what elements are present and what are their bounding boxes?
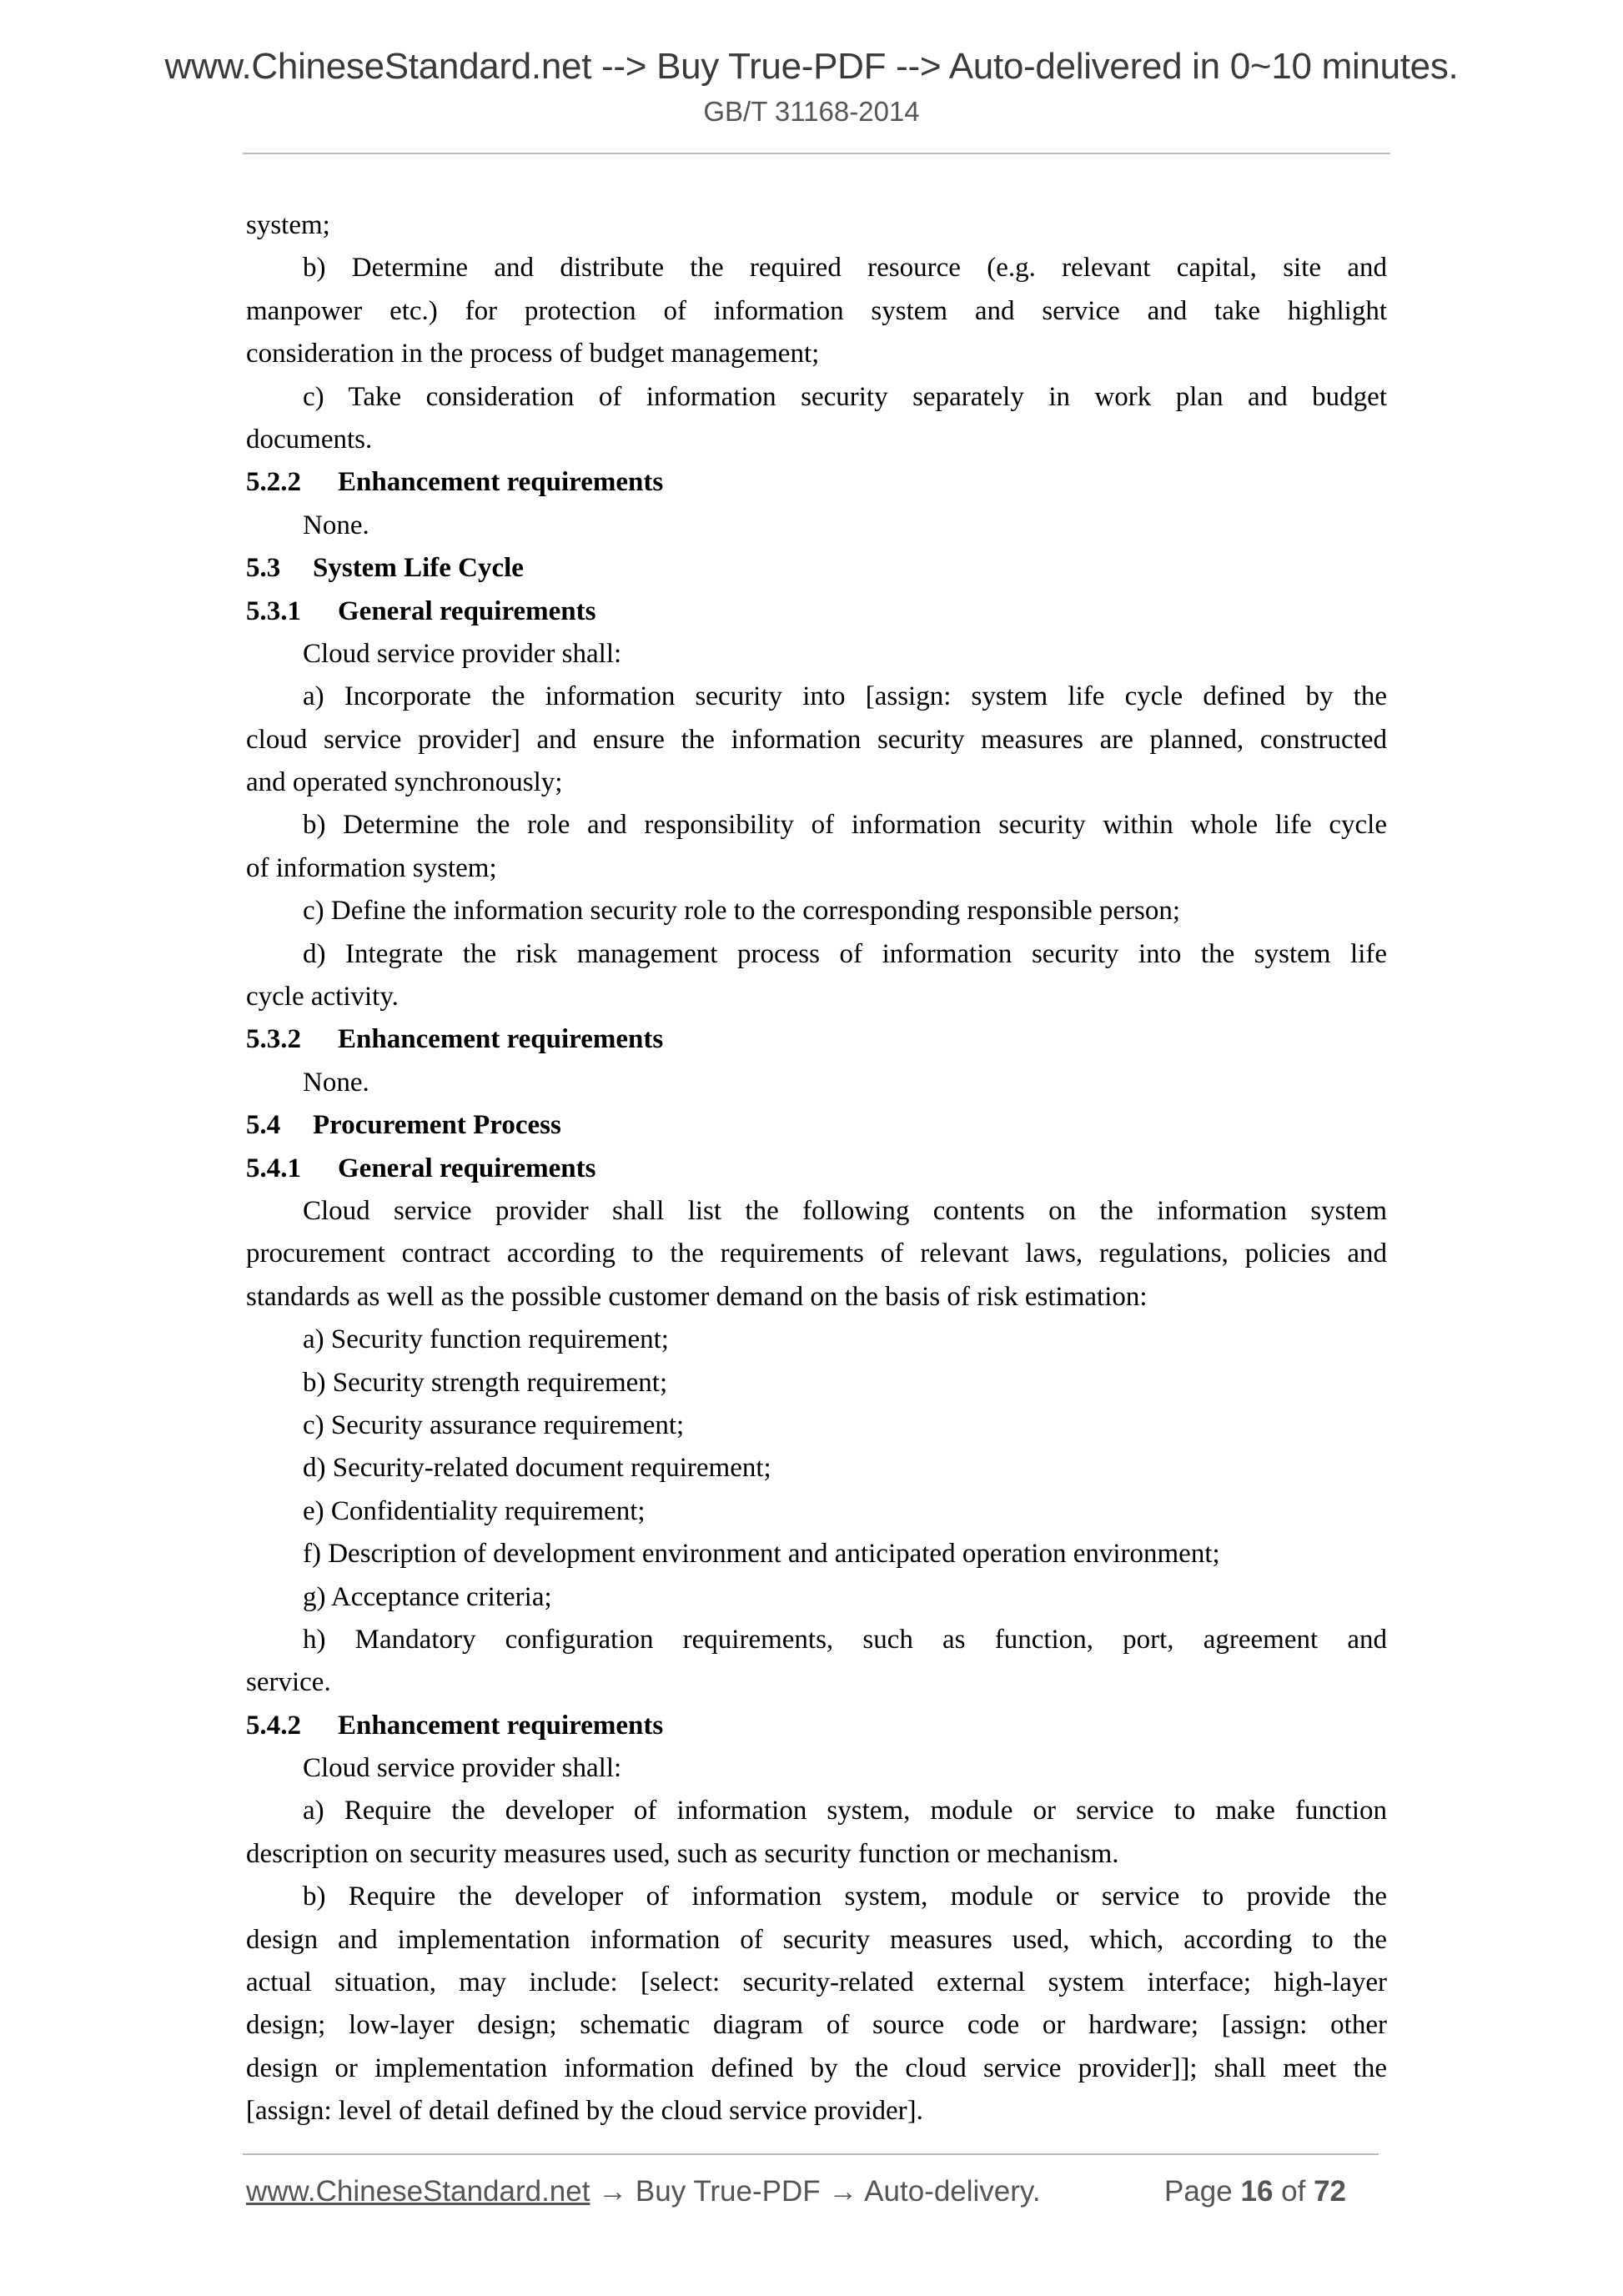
text-line: b) Determine and distribute the required resource (e.g. relevant capital, site and [303,253,1387,284]
text-line: h) Mandatory configuration requirements, such as function, port, agreement and [303,1624,1387,1655]
subsection-heading [246,1018,1387,1061]
heading-number: 5.4.1 [246,1153,301,1183]
text-line: b) Security strength requirement; [303,1367,668,1398]
heading-text: Enhancement requirements [338,467,664,498]
of-label: of [1281,2175,1306,2208]
page-total: 72 [1314,2175,1347,2208]
text-line: c) Security assurance requirement; [303,1409,685,1440]
text-line: description on security measures used, such as security function or mechanism. [246,1838,1119,1869]
text-line: e) Confidentiality requirement; [303,1495,646,1526]
text-line: g) Acceptance criteria; [303,1581,552,1612]
section-heading [246,1104,1387,1147]
heading-number: 5.2.2 [246,467,301,498]
subsection-heading [246,590,1387,633]
text-line: Cloud service provider shall: [303,1753,622,1784]
subsection-heading [246,1148,1387,1190]
text-line: c) Define the information security role to the corresponding responsible person; [303,896,1181,927]
heading-number: 5.4.2 [246,1710,301,1741]
page-label: Page [1164,2175,1233,2208]
text-line: f) Description of development environment and anticipated operation environment; [303,1539,1220,1570]
heading-number: 5.3.2 [246,1024,301,1055]
text-line: a) Incorporate the information security into [assign: system life cycle defined by the [303,681,1387,712]
page-number: 16 [1240,2175,1274,2208]
text-line: cycle activity. [246,982,399,1012]
heading-text: System Life Cycle [313,553,524,584]
text-line: None. [303,510,369,540]
page-indicator [1164,2175,1346,2208]
footer-tagline: → Buy True-PDF → Auto-delivery. [590,2175,1041,2208]
text-line: design; low-layer design; schematic diagram of source code or hardware; [assign: other [246,2010,1387,2041]
heading-text: Procurement Process [313,1110,561,1141]
text-line: a) Require the developer of information system, module or service to make function [303,1796,1387,1826]
header-title: www.ChineseStandard.net --> Buy True-PDF --> Auto-delivered in 0~10 minutes. [164,46,1459,87]
footer-divider [243,2153,1379,2155]
text-line: c) Take consideration of information security separately in work plan and budget [303,381,1387,412]
text-line: None. [303,1067,369,1098]
heading-text: Enhancement requirements [338,1710,664,1741]
heading-number: 5.4 [246,1110,281,1141]
text-line: manpower etc.) for protection of information system and service and take highlight [246,295,1387,326]
heading-number: 5.3.1 [246,595,301,626]
heading-text: Enhancement requirements [338,1024,664,1055]
footer-promo [246,2175,1041,2208]
text-line: b) Determine the role and responsibility of information security within whole life cycle [303,810,1387,841]
text-line: design or implementation information defined by the cloud service provider]]; shall meet the [246,2052,1387,2083]
header-divider [243,153,1390,154]
text-line: system; [246,210,330,240]
text-line: standards as well as the possible customer demand on the basis of risk estimation: [246,1281,1148,1312]
text-line: a) Security function requirement; [303,1324,669,1355]
text-line: and operated synchronously; [246,767,563,798]
subsection-heading [246,1705,1387,1747]
text-line: design and implementation information of security measures used, which, according to the [246,1924,1387,1955]
text-line: d) Security-related document requirement; [303,1453,771,1484]
text-line: b) Require the developer of information system, module or service to provide the [303,1882,1387,1912]
text-line: Cloud service provider shall: [303,638,622,669]
heading-text: General requirements [338,595,596,626]
text-line: [assign: level of detail defined by the cloud service provider]. [246,2096,923,2127]
document-body [246,204,1387,2133]
standard-number: GB/T 31168-2014 [703,96,920,127]
text-line: service. [246,1667,331,1698]
text-line: of information system; [246,852,497,883]
text-line: cloud service provider] and ensure the information security measures are planned, constructed [246,724,1387,755]
text-line: consideration in the process of budget management; [246,339,820,369]
text-line: documents. [246,424,373,455]
heading-text: General requirements [338,1153,596,1183]
footer-link[interactable]: www.ChineseStandard.net [246,2175,590,2208]
subsection-heading [246,461,1387,504]
text-line: procurement contract according to the requirements of relevant laws, regulations, policies and [246,1238,1387,1269]
heading-number: 5.3 [246,553,281,584]
text-line: actual situation, may include: [select: security-related external system interface; high-layer [246,1967,1387,1998]
text-line: d) Integrate the risk management process of information security into the system life [303,938,1387,969]
section-heading [246,547,1387,590]
text-line: Cloud service provider shall list the following contents on the information system [303,1195,1387,1226]
